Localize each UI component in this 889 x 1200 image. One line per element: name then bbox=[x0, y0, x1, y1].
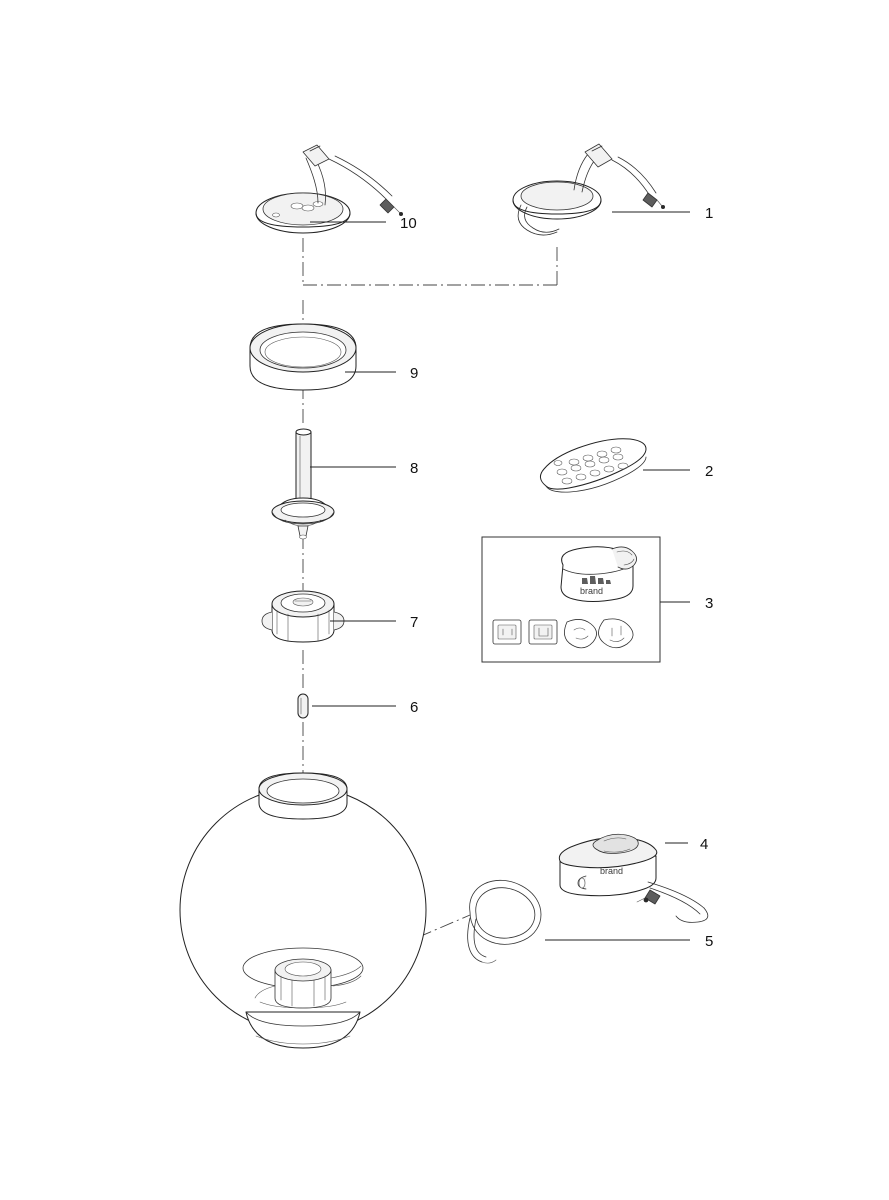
callout-label-2: 2 bbox=[705, 463, 714, 480]
pump-brand-text: brand bbox=[600, 866, 624, 876]
part-valve-pin bbox=[298, 694, 418, 718]
callout-label-4: 4 bbox=[700, 836, 709, 853]
part-perforated-tray bbox=[540, 439, 713, 492]
part-lid-with-cable-assembly bbox=[513, 144, 713, 235]
callout-label-9: 9 bbox=[410, 365, 419, 382]
adapter-brand-text: brand bbox=[580, 586, 604, 596]
part-riser-tube bbox=[272, 429, 418, 539]
callout-label-1: 1 bbox=[705, 205, 714, 222]
part-collar-ring bbox=[250, 324, 418, 390]
callout-label-3: 3 bbox=[705, 595, 714, 612]
callout-label-10: 10 bbox=[400, 215, 417, 232]
part-air-pump bbox=[559, 834, 708, 922]
callout-label-8: 8 bbox=[410, 460, 419, 477]
callout-label-6: 6 bbox=[410, 699, 419, 716]
callout-label-5: 5 bbox=[705, 933, 714, 950]
part-pump-housing bbox=[262, 591, 418, 642]
callout-label-7: 7 bbox=[410, 614, 419, 631]
part-globe-bowl bbox=[180, 773, 426, 1048]
part-power-adapter-with-plug-set bbox=[482, 537, 713, 662]
part-lid-with-float-sensor bbox=[256, 145, 417, 233]
